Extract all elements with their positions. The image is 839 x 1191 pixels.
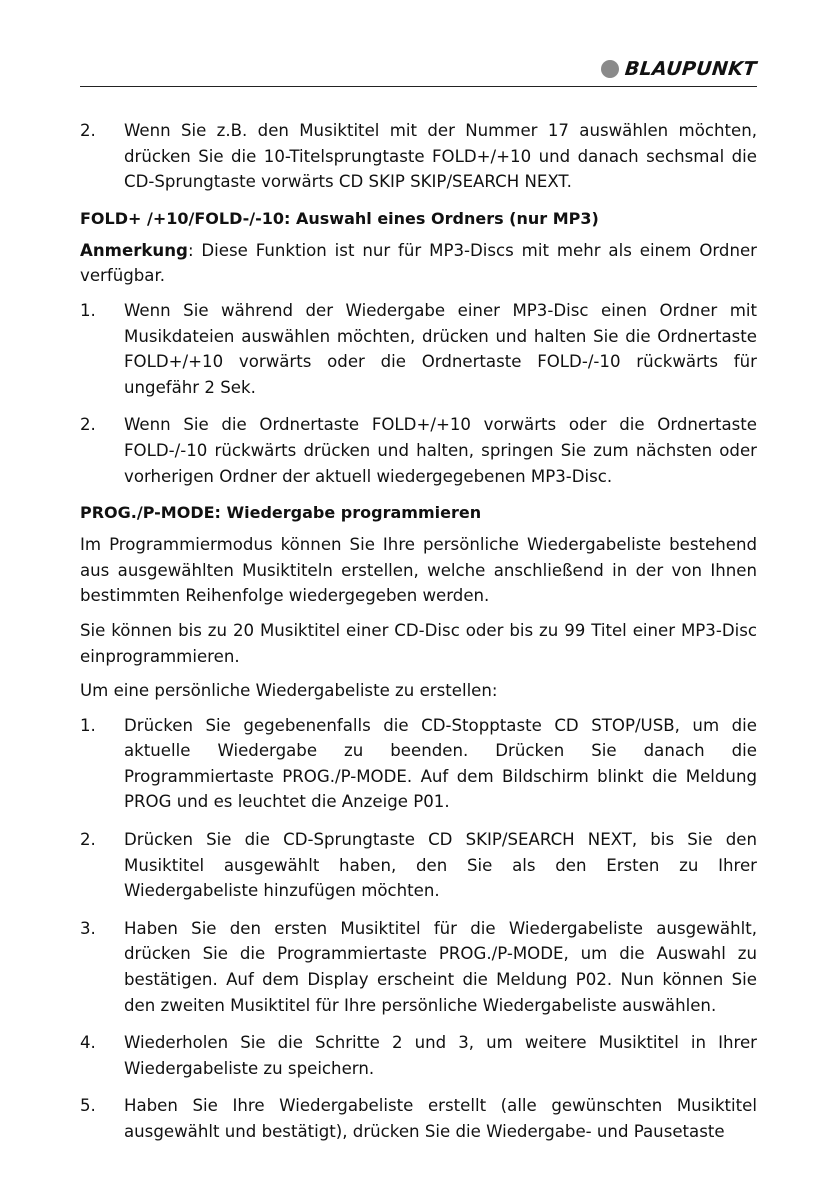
page-header <box>80 56 757 87</box>
brand-name: BLAUPUNKT <box>624 58 759 80</box>
list-text: Haben Sie den ersten Musiktitel für die Wiedergabeliste ausgewählt, drücken Sie die Programmiertaste PROG./P-MODE, um die Auswahl zu bestätigen. Auf dem Display erscheint die Meldung P02. Nun können Sie den zweiten Musiktitel für Ihre persönliche Wiedergabeliste auswählen. <box>124 918 757 1015</box>
list-text: Wenn Sie während der Wiedergabe einer MP3-Disc einen Ordner mit Musikdateien auswählen möchten, drücken und halten Sie die Ordnertaste FOLD+/+10 vorwärts oder die Ordnertaste FOLD-/-10 rückwärts für ungefähr 2 Sek. <box>124 300 757 397</box>
list-number: 3. <box>80 918 96 938</box>
list-text: Drücken Sie die CD-Sprungtaste CD SKIP/SEARCH NEXT, bis Sie den Musiktitel ausgewählt haben, den Sie als den Ersten zu Ihrer Wiedergabeliste hinzufügen möchten. <box>124 830 757 901</box>
section-heading-program: PROG./P-MODE: Wiedergabe programmieren <box>80 503 482 523</box>
list-text: Wiederholen Sie die Schritte 2 und 3, um weitere Musiktitel in Ihrer Wiedergabeliste zu speichern. <box>124 1033 757 1078</box>
logo-dot-icon <box>601 60 619 78</box>
note-label: Anmerkung <box>80 240 188 260</box>
list-number: 2. <box>80 830 96 850</box>
list-number: 4. <box>80 1033 96 1053</box>
note-text: : Diese Funktion ist nur für MP3-Discs mit mehr als einem Ordner verfügbar. <box>80 240 757 286</box>
list-item <box>80 1093 757 1144</box>
list-item <box>80 827 757 904</box>
list-number: 1. <box>80 715 96 735</box>
list-number: 2. <box>80 415 96 435</box>
page-content <box>80 118 757 1157</box>
list-item <box>80 298 757 400</box>
list-number: 5. <box>80 1096 96 1116</box>
list-item <box>80 118 757 195</box>
list-item <box>80 1030 757 1081</box>
paragraph: Im Programmiermodus können Sie Ihre persönliche Wiedergabeliste bestehend aus ausgewählten Musiktiteln erstellen, welche anschließend in der von Ihnen bestimmten Reihenfolge wiedergegeben werden. <box>80 535 757 606</box>
list-item <box>80 412 757 489</box>
note-paragraph <box>80 238 757 289</box>
paragraph: Sie können bis zu 20 Musiktitel einer CD-Disc oder bis zu 99 Titel einer MP3-Disc einprogrammieren. <box>80 620 757 666</box>
list-item <box>80 713 757 815</box>
brand-logo <box>601 58 757 80</box>
list-text: Wenn Sie die Ordnertaste FOLD+/+10 vorwärts oder die Ordnertaste FOLD-/-10 rückwärts drücken und halten, springen Sie zum nächsten oder vorherigen Ordner der aktuell wiedergegebenen MP3-Disc. <box>124 415 757 486</box>
list-text: Haben Sie Ihre Wiedergabeliste erstellt (alle gewünschten Musiktitel ausgewählt und bestätigt), drücken Sie die Wiedergabe- und Pausetaste <box>124 1096 757 1141</box>
list-item <box>80 916 757 1018</box>
list-text: Wenn Sie z.B. den Musiktitel mit der Nummer 17 auswählen möchten, drücken Sie die 10-Titelsprungtaste FOLD+/+10 und danach sechsmal die CD-Sprungtaste vorwärts CD SKIP SKIP/SEARCH NEXT. <box>124 121 757 192</box>
section-heading-folder: FOLD+ /+10/FOLD-/-10: Auswahl eines Ordners (nur MP3) <box>80 208 599 228</box>
list-text: Drücken Sie gegebenenfalls die CD-Stopptaste CD STOP/USB, um die aktuelle Wiedergabe zu beenden. Drücken Sie danach die Programmiertaste PROG./P-MODE. Auf dem Bildschirm blinkt die Meldung PROG und es leuchtet die Anzeige P01. <box>124 715 757 812</box>
list-number: 1. <box>80 300 96 320</box>
paragraph: Um eine persönliche Wiedergabeliste zu erstellen: <box>80 681 498 701</box>
list-number: 2. <box>80 121 96 140</box>
